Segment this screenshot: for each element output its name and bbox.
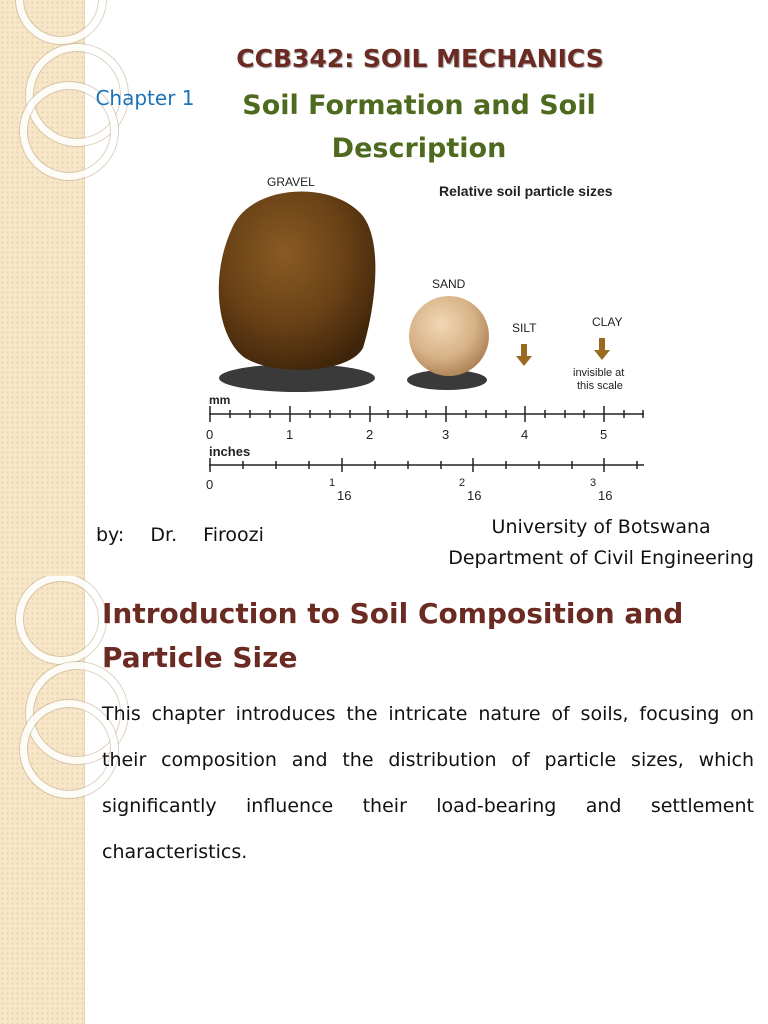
particle-size-illustration [203, 166, 650, 508]
mm-axis-label: mm [209, 393, 231, 407]
inches-scale [209, 458, 644, 472]
decorative-ring [16, 576, 106, 664]
mm-tick-2: 2 [366, 427, 374, 442]
clay-note-line-1: invisible at [573, 367, 625, 379]
inch-tick-1-numerator: 1 [329, 477, 336, 489]
figure-title: Relative soil particle sizes [439, 183, 613, 199]
mm-tick-5: 5 [600, 427, 608, 442]
inches-axis-label: inches [209, 444, 251, 459]
mm-tick-3: 3 [442, 427, 450, 442]
institution-block [448, 512, 754, 574]
chapter-label: Chapter 1 [95, 86, 195, 110]
mm-scale [209, 406, 644, 422]
sand-label: SAND [432, 277, 466, 291]
clay-note-line-2: this scale [577, 380, 623, 392]
soil-particle-size-figure [203, 166, 650, 508]
mm-tick-4: 4 [521, 427, 529, 442]
inch-tick-0: 0 [206, 477, 214, 492]
inch-tick-2-denominator: 16 [467, 488, 482, 503]
clay-label: CLAY [592, 315, 623, 329]
mm-tick-0: 0 [206, 427, 214, 442]
inch-tick-1-denominator: 16 [337, 488, 352, 503]
gravel-label: GRAVEL [267, 175, 315, 189]
mm-tick-1: 1 [286, 427, 294, 442]
decorative-side-strip [0, 0, 85, 576]
gravel-particle [219, 192, 376, 370]
inch-tick-3-numerator: 3 [590, 477, 597, 489]
inch-tick-2-numerator: 2 [459, 477, 466, 489]
author-line [96, 524, 284, 546]
silt-label: SILT [512, 321, 537, 335]
decorative-side-strip [0, 576, 85, 1024]
decorative-ring [16, 0, 106, 44]
university-name: University of Botswana [491, 516, 711, 538]
sand-particle [409, 296, 489, 376]
intro-heading: Introduction to Soil Composition and Particle Size [102, 597, 684, 674]
author-title: Dr. [150, 524, 178, 546]
clay-arrow-icon [594, 338, 610, 360]
chapter-title: Soil Formation and Soil Description [242, 90, 596, 164]
silt-arrow-icon [516, 344, 532, 366]
author-by: by: [96, 524, 125, 546]
author-name: Firoozi [203, 524, 264, 546]
course-title: CCB342: SOIL MECHANICS [236, 44, 604, 73]
department-name: Department of Civil Engineering [448, 547, 754, 569]
inch-tick-3-denominator: 16 [598, 488, 613, 503]
intro-body-text: This chapter introduces the intricate nature of soils, focusing on their composition and the distribution of particle sizes, which significantly influence their load-bearing and settlement characteristics. [102, 703, 754, 863]
